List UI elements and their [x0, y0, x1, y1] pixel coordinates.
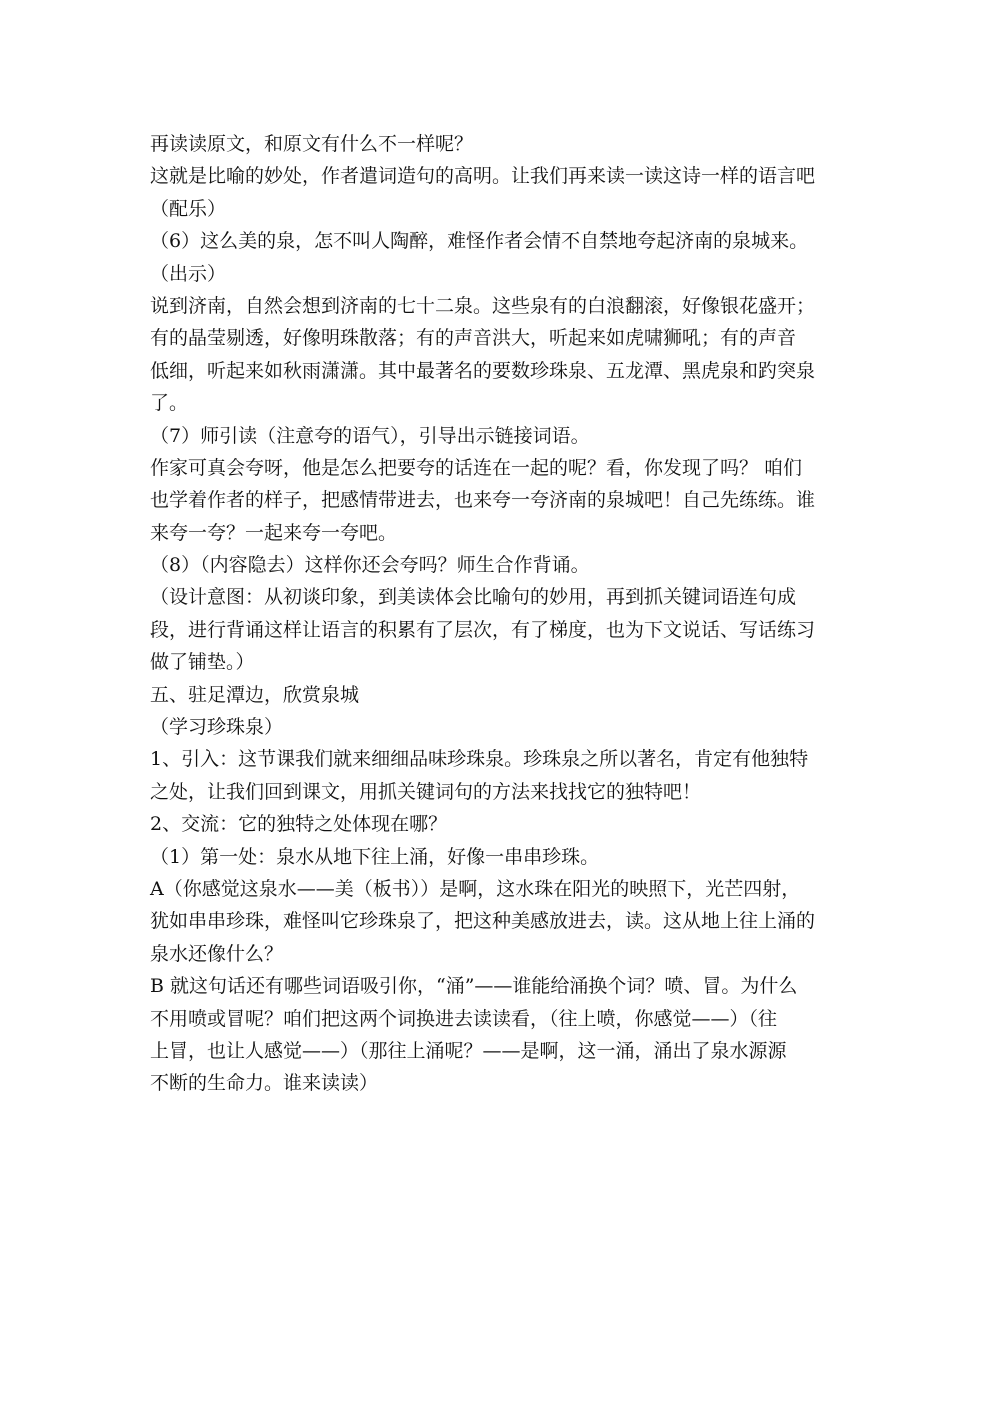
text-line: （设计意图：从初谈印象，到美读体会比喻句的妙用，再到抓关键词语连句成: [150, 586, 797, 609]
text-line: 1、引入：这节课我们就来细细品味珍珠泉。珍珠泉之所以著名，肯定有他独特: [150, 748, 809, 771]
text-line: 之处，让我们回到课文，用抓关键词句的方法来找找它的独特吧！: [150, 780, 702, 803]
text-line: 犹如串串珍珠，难怪叫它珍珠泉了，把这种美感放进去，读。这从地上往上涌的: [150, 910, 816, 933]
text-line: 上冒，也让人感觉——）（那往上涌呢？——是啊，这一涌，涌出了泉水源源: [150, 1039, 787, 1062]
text-line: （学习珍珠泉）: [150, 716, 284, 739]
text-line: （配乐）: [150, 197, 227, 220]
text-line: 低细，听起来如秋雨潇潇。其中最著名的要数珍珠泉、五龙潭、黑虎泉和趵突泉: [150, 359, 816, 382]
text-line: 这就是比喻的妙处，作者遣词造句的高明。让我们再来读一读这诗一样的语言吧: [150, 165, 816, 188]
text-line: （6）这么美的泉，怎不叫人陶醉，难怪作者会情不自禁地夸起济南的泉城来。: [150, 230, 809, 253]
text-line: 泉水还像什么？: [150, 942, 284, 965]
text-line: （8）（内容隐去）这样你还会夸吗？师生合作背诵。: [150, 554, 590, 577]
text-line: A（你感觉这泉水——美（板书））是啊，这水珠在阳光的映照下，光芒四射，: [150, 877, 801, 900]
text-line: （7）师引读（注意夸的语气），引导出示链接词语。: [150, 424, 590, 447]
text-line: 也学着作者的样子，把感情带进去，也来夸一夸济南的泉城吧！自己先练练。谁: [150, 489, 816, 512]
text-line: （出示）: [150, 262, 227, 285]
text-line: 段，进行背诵这样让语言的积累有了层次，有了梯度，也为下文说话、写话练习: [150, 618, 816, 641]
text-line: B 就这句话还有哪些词语吸引你，“涌”——谁能给涌换个词？喷、冒。为什么: [150, 975, 798, 998]
text-line: 说到济南，自然会想到济南的七十二泉。这些泉有的白浪翻滚，好像银花盛开；: [150, 294, 816, 317]
text-line: 不用喷或冒呢？咱们把这两个词换进去读读看，（往上喷，你感觉——）（往: [150, 1007, 778, 1030]
text-line: 作家可真会夸呀，他是怎么把要夸的话连在一起的呢？看，你发现了吗？ 咱们: [150, 456, 803, 479]
text-line: 了。: [150, 392, 189, 415]
text-line: （1）第一处：泉水从地下往上涌，好像一串串珍珠。: [150, 845, 600, 868]
document-body: [150, 128, 860, 1100]
text-line: 不断的生命力。谁来读读）: [150, 1072, 379, 1095]
text-line: 2、交流：它的独特之处体现在哪？: [150, 813, 448, 836]
text-line: 有的晶莹剔透，好像明珠散落；有的声音洪大，听起来如虎啸狮吼；有的声音: [150, 327, 797, 350]
section-heading: 五、驻足潭边，欣赏泉城: [150, 683, 360, 706]
text-line: 再读读原文，和原文有什么不一样呢？: [150, 133, 474, 155]
text-line: 来夸一夸？一起来夸一夸吧。: [150, 521, 398, 544]
text-line: 做了铺垫。）: [150, 651, 255, 674]
